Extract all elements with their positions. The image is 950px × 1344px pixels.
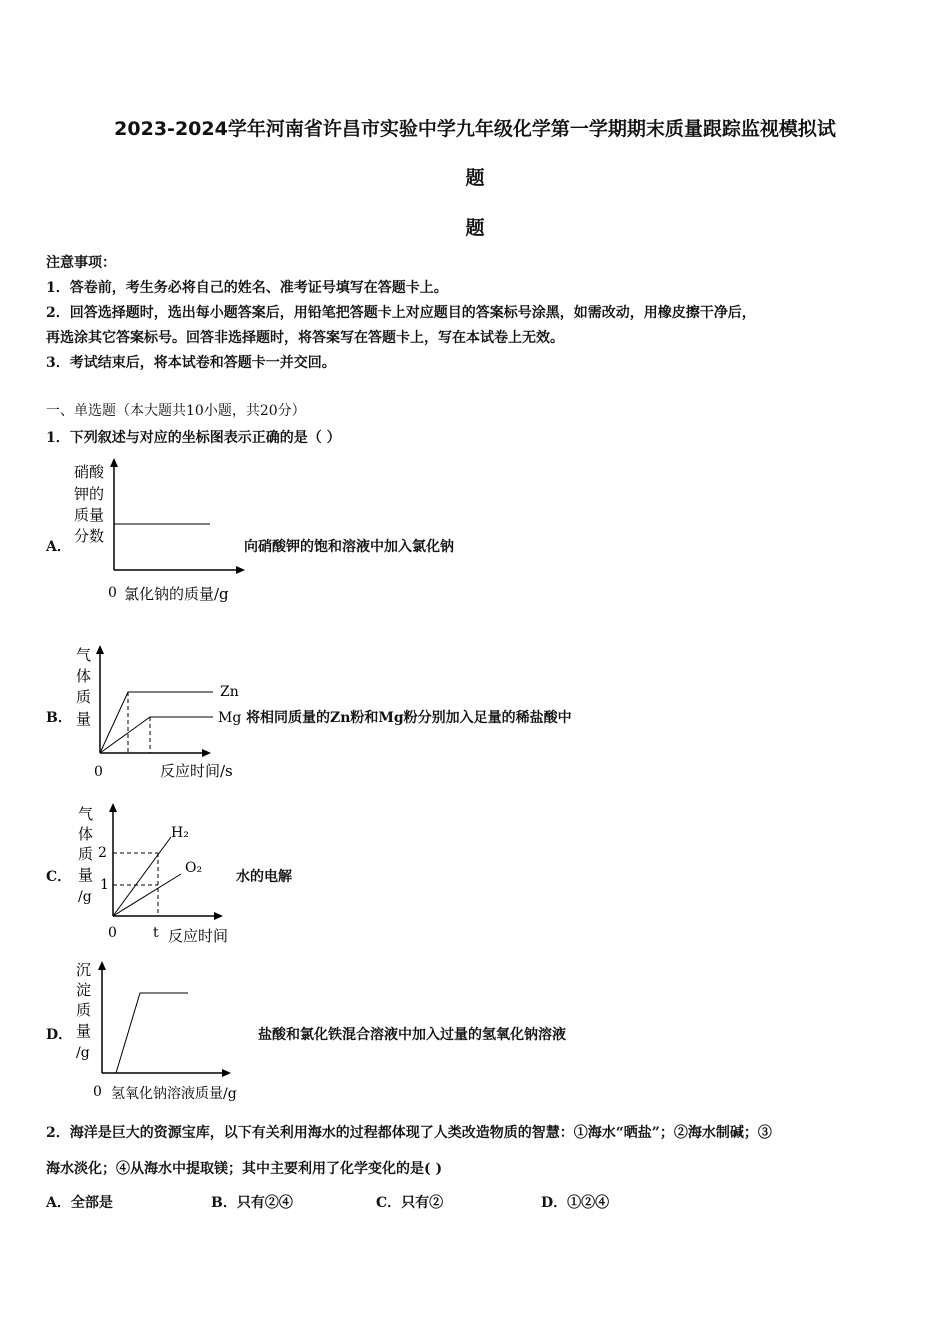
graph-a-xlabel: 氯化钠的质量/g: [124, 585, 229, 603]
doc-title-repeat: 题: [465, 217, 485, 239]
q1-stem: 1．下列叙述与对应的坐标图表示正确的是（ ）: [46, 430, 341, 446]
option-b-desc: 将相同质量的Zn粉和Mg粉分别加入足量的稀盐酸中: [246, 710, 572, 726]
graph-b-xlabel: 反应时间/s: [160, 762, 233, 780]
option-c-label: C．: [46, 869, 72, 885]
graph-c-tick-2: 2: [98, 845, 107, 861]
notes-item-2-cont: 再选涂其它答案标号。回答非选择题时，将答案写在答题卡上，写在本试卷上无效。: [46, 330, 564, 346]
option-d-label: D．: [46, 1027, 73, 1043]
graph-a-ylabel-1: 硝酸: [74, 463, 105, 481]
graph-c-ylabel-4: 量: [78, 866, 94, 884]
q2-stem: 2．海洋是巨大的资源宝库，以下有关利用海水的过程都体现了人类改造物质的智慧：①海水“晒盐”；②海水制碱；③: [46, 1125, 772, 1141]
doc-title: 2023-2024学年河南省许昌市实验中学九年级化学第一学期期末质量跟踪监视模拟试: [114, 118, 836, 140]
option-a-label: A．: [46, 539, 71, 555]
graph-b-label-zn: Zn: [220, 684, 239, 700]
option-c-desc: 水的电解: [236, 869, 292, 885]
graph-d-series-precipitate: [116, 993, 188, 1073]
graph-c-tick-t: t: [153, 925, 159, 941]
graph-c-series-o2: [113, 874, 181, 916]
graph-a-ylabel-2: 钾的: [74, 485, 105, 503]
notes-item-3: 3．考试结束后，将本试卷和答题卡一并交回。: [46, 355, 336, 371]
graph-d-ylabel-4: 量: [76, 1022, 92, 1040]
graph-a-origin: 0: [108, 585, 117, 601]
graph-c-ylabel-3: 质: [78, 845, 94, 863]
q2-choice-a: A．全部是: [46, 1195, 113, 1211]
graph-c-label-h2: H₂: [171, 825, 189, 841]
graph-d-xlabel: 氢氧化钠溶液质量/g: [111, 1086, 237, 1102]
graph-a-ylabel-4: 分数: [74, 527, 105, 545]
graph-b-ylabel-4: 量: [76, 710, 92, 728]
graph-c-label-o2: O₂: [185, 860, 203, 876]
option-d-desc: 盐酸和氯化铁混合溶液中加入过量的氢氧化钠溶液: [258, 1027, 566, 1043]
graph-d-ylabel-1: 沉: [76, 961, 92, 979]
graph-b-series-mg: [100, 717, 213, 753]
graph-c-xlabel: 反应时间: [168, 927, 229, 945]
graph-a-ylabel-3: 质量: [74, 506, 105, 524]
graph-b-series-zn: [100, 692, 213, 753]
notes-item-1: 1．答卷前，考生务必将自己的姓名、准考证号填写在答题卡上。: [46, 280, 448, 296]
graph-b-origin: 0: [94, 764, 103, 780]
graph-b-ylabel-1: 气: [76, 646, 92, 664]
q2-choice-d: D．①②④: [541, 1195, 610, 1211]
graph-a: [68, 455, 248, 610]
graph-d-ylabel-5: /g: [76, 1045, 90, 1061]
notes-heading: 注意事项：: [46, 255, 116, 271]
graph-c-ylabel-2: 体: [78, 825, 94, 843]
q2-choice-b: B．只有②④: [211, 1195, 293, 1211]
graph-b: [68, 640, 258, 785]
graph-c-series-h2: [113, 837, 171, 916]
graph-d: [68, 955, 268, 1105]
q2-choice-c: C．只有②: [376, 1195, 444, 1211]
q2-stem-cont: 海水淡化；④从海水中提取镁；其中主要利用了化学变化的是( ): [46, 1161, 443, 1177]
graph-c-tick-1: 1: [100, 877, 109, 893]
graph-c: [68, 797, 248, 949]
graph-c-ylabel-5: /g: [78, 889, 92, 905]
graph-d-ylabel-2: 淀: [76, 981, 92, 999]
graph-b-label-mg: Mg: [218, 710, 242, 726]
graph-d-ylabel-3: 质: [76, 1001, 92, 1019]
graph-c-ylabel-1: 气: [78, 805, 94, 823]
option-a-desc: 向硝酸钾的饱和溶液中加入氯化钠: [244, 539, 454, 555]
option-b-label: B．: [46, 710, 72, 726]
graph-d-origin: 0: [93, 1084, 102, 1100]
doc-title-cont: 题: [465, 167, 485, 189]
graph-b-ylabel-2: 体: [76, 667, 92, 685]
section-heading: 一、单选题（本大题共10小题，共20分）: [46, 403, 306, 419]
graph-c-origin: 0: [108, 925, 117, 941]
notes-item-2: 2．回答选择题时，选出每小题答案后，用铅笔把答题卡上对应题目的答案标号涂黑，如需改动，用橡皮擦干净后，: [46, 305, 756, 321]
graph-b-ylabel-3: 质: [76, 688, 92, 706]
